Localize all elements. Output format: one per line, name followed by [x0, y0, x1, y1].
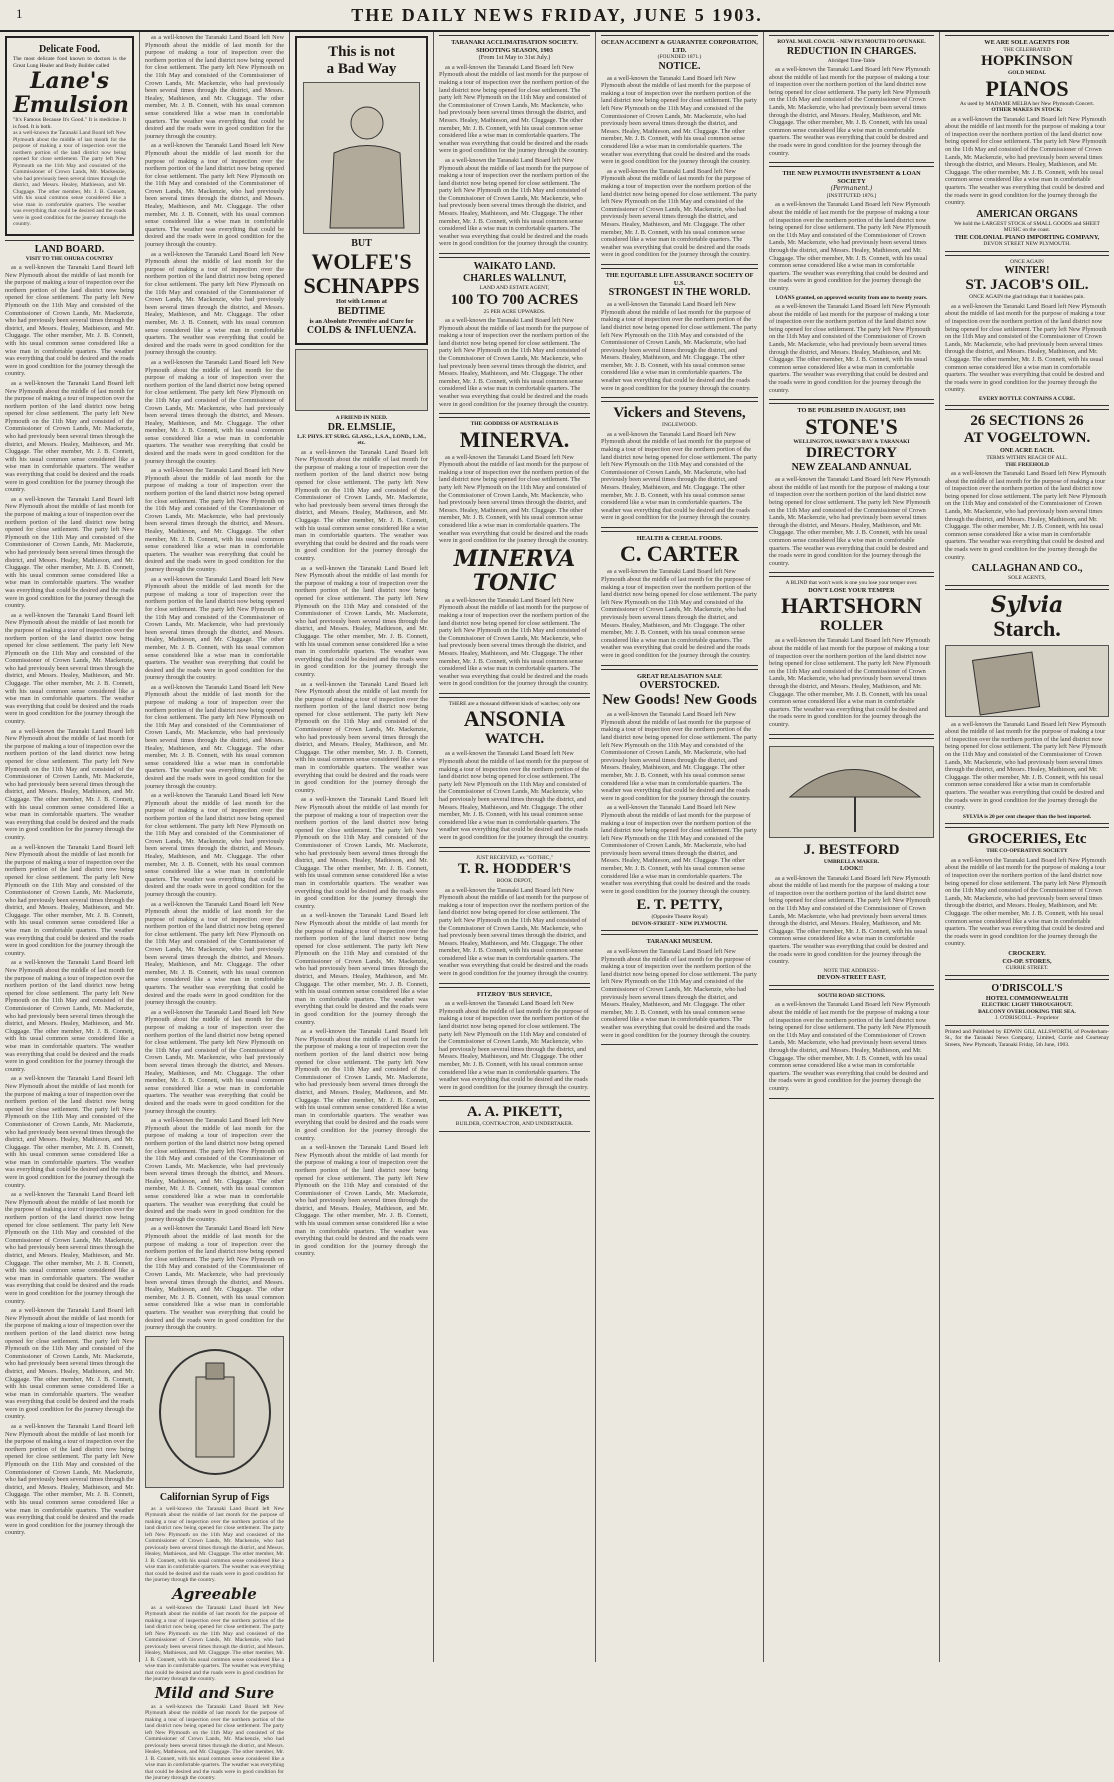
article-text: as a well-known the Taranaki Land Board left New Plymouth about the middle of last month for the purpose of making a tour of inspection over the northern portion of the land district now being opened for close settlement. The party left New Plymouth on the 11th May and consisted of the Commissioner of Crown Lands, Mr. Mackenzie, who had previously been several times through the district, and Messrs. Healey, Mathieson, and Mr. Cluggage. The other member, Mr. J. B. Connett, with his usual common sense considered like a wise man in comfortable quarters. The weather was everything that could be desired and the roads were in good condition for the journey through the country.: [5, 1307, 134, 1421]
acclim-text: as a well-known the Taranaki Land Board left New Plymouth about the middle of last month for the purpose of making a tour of inspection over the northern portion of the land district now being opened for close settlement. The party left New Plymouth on the 11th May and consisted of the Commissioner of Crown Lands, Mr. Mackenzie, who had previously been several times through the district, and Messrs. Healey, Mathieson, and Mr. Cluggage. The other member, Mr. J. B. Connett, with his usual common sense considered like a wise man in comfortable quarters. The weather was everything that could be desired and the roads were in good condition for the journey through the country.: [439, 156, 590, 248]
sylvia: Sylvia: [990, 591, 1064, 618]
ansonia-text: as a well-known the Taranaki Land Board left New Plymouth about the middle of last month for the purpose of making a tour of inspection over the northern portion of the land district now being opened for close settlement. The party left New Plymouth on the 11th May and consisted of the Commissioner of Crown Lands, Mr. Mackenzie, who had previously been several times through the district, and Messrs. Healey, Mathieson, and Mr. Cluggage. The other member, Mr. J. B. Connett, with his usual common sense considered like a wise man in comfortable quarters. The weather was everything that could be desired and the roads were in good condition for the journey through the country.: [439, 750, 590, 841]
vogeltown-text: as a well-known the Taranaki Land Board left New Plymouth about the middle of last month for the purpose of making a tour of inspection over the northern portion of the land district now being opened for close settlement. The party left New Plymouth on the 11th May and consisted of the Commissioner of Crown Lands, Mr. Mackenzie, who had previously been several times through the district, and Messrs. Healey, Mathieson, and Mr. Cluggage. The other member, Mr. J. B. Connett, with his usual common sense considered like a wise man in comfortable quarters. The weather was everything that could be desired and the roads were in good condition for the journey through the country.: [945, 470, 1107, 561]
land-board-subheading: VISIT TO THE OHURA COUNTRY: [25, 255, 114, 262]
once-again: ONCE AGAIN: [1010, 258, 1044, 265]
wolfe-bedtime: BEDTIME: [337, 305, 386, 317]
crockery: CROCKERY.: [1008, 949, 1046, 957]
pianos: PIANOS: [985, 75, 1069, 101]
st-jacobs-sub: ONCE AGAIN the glad tidings that it banishes pain.: [969, 294, 1085, 301]
equitable-ad: [601, 268, 758, 398]
column-4: [434, 32, 596, 1662]
royal-mail-text: as a well-known the Taranaki Land Board left New Plymouth about the middle of last month for the purpose of making a tour of inspection over the northern portion of the land district now being opened for close settlement. The party left New Plymouth on the 11th May and consisted of the Commissioner of Crown Lands, Mr. Mackenzie, who had previously been several times through the district, and Messrs. Healey, Mathieson, and Mr. Cluggage. The other member, Mr. J. B. Connett, with his usual common sense considered like a wise man in comfortable quarters. The weather was everything that could be desired and the roads were in good condition for the journey through the country.: [769, 66, 931, 157]
hodder-heading: T. R. HODDER'S: [457, 861, 572, 878]
ansonia-watch: WATCH.: [484, 731, 545, 748]
wolfes-schnapps-ad: [295, 36, 428, 345]
friend-in-need: A FRIEND IN NEED.: [335, 415, 388, 422]
electric: ELECTRIC LIGHT THROUGHOUT.: [981, 1002, 1073, 1009]
article-text: as a well-known the Taranaki Land Board left New Plymouth about the middle of last month for the purpose of making a tour of inspection over the northern portion of the land district now being opened for close settlement. The party left New Plymouth on the 11th May and consisted of the Commissioner of Crown Lands, Mr. Mackenzie, who had previously been several times through the district, and Messrs. Healey, Mathieson, and Mr. Cluggage. The other member, Mr. J. B. Connett, with his usual common sense considered like a wise man in comfortable quarters. The weather was everything that could be desired and the roads were in good condition for the journey through the country.: [145, 34, 284, 140]
every-bottle: EVERY BOTTLE CONTAINS A CURE.: [979, 395, 1075, 402]
article-text: as a well-known the Taranaki Land Board left New Plymouth about the middle of last month for the purpose of making a tour of inspection over the northern portion of the land district now being opened for close settlement. The party left New Plymouth on the 11th May and consisted of the Commissioner of Crown Lands, Mr. Mackenzie, who had previously been several times through the district, and Messrs. Healey, Mathieson, and Mr. Cluggage. The other member, Mr. J. B. Connett, with his usual common sense considered like a wise man in comfortable quarters. The weather was everything that could be desired and the roads were in good condition for the journey through the country.: [5, 843, 134, 957]
south-road-text: as a well-known the Taranaki Land Board left New Plymouth about the middle of last month for the purpose of making a tour of inspection over the northern portion of the land district now being opened for close settlement. The party left New Plymouth on the 11th May and consisted of the Commissioner of Crown Lands, Mr. Mackenzie, who had previously been several times through the district, and Messrs. Healey, Mathieson, and Mr. Cluggage. The other member, Mr. J. B. Connett, with his usual common sense considered like a wise man in comfortable quarters. The weather was everything that could be desired and the roads were in good condition for the journey through the country.: [769, 1001, 931, 1092]
largest-stock: We hold the LARGEST STOCK of SMALL GOODS and SHEET MUSIC on the coast.: [954, 220, 1100, 234]
look: LOOK!!: [839, 865, 864, 873]
article-text: as a well-known the Taranaki Land Board left New Plymouth about the middle of last month for the purpose of making a tour of inspection over the northern portion of the land district now being opened for close settlement. The party left New Plymouth on the 11th May and consisted of the Commissioner of Crown Lands, Mr. Mackenzie, who had previously been several times through the district, and Messrs. Healey, Mathieson, and Mr. Cluggage. The other member, Mr. J. B. Connett, with his usual common sense considered like a wise man in comfortable quarters. The weather was everything that could be desired and the roads were in good condition for the journey through the country.: [145, 575, 284, 682]
article-text: as a well-known the Taranaki Land Board left New Plymouth about the middle of last month for the purpose of making a tour of inspection over the northern portion of the land district now being opened for close settlement. The party left New Plymouth on the 11th May and consisted of the Commissioner of Crown Lands, Mr. Mackenzie, who had previously been several times through the district, and Messrs. Healey, Mathieson, and Mr. Cluggage. The other member, Mr. J. B. Connett, with his usual common sense considered like a wise man in comfortable quarters. The weather was everything that could be desired and the roads were in good condition for the journey through the country.: [295, 1028, 428, 1142]
article-text: as a well-known the Taranaki Land Board left New Plymouth about the middle of last month for the purpose of making a tour of inspection over the northern portion of the land district now being opened for close settlement. The party left New Plymouth on the 11th May and consisted of the Commissioner of Crown Lands, Mr. Mackenzie, who had previously been several times through the district, and Messrs. Healey, Mathieson, and Mr. Cluggage. The other member, Mr. J. B. Connett, with his usual common sense considered like a wise man in comfortable quarters. The weather was everything that could be desired and the roads were in good condition for the journey through the country.: [5, 727, 134, 841]
charles-sub: LAND AND ESTATE AGENT,: [479, 285, 550, 292]
st-jacobs-text: as a well-known the Taranaki Land Board left New Plymouth about the middle of last month for the purpose of making a tour of inspection over the northern portion of the land district now being opened for close settlement. The party left New Plymouth on the 11th May and consisted of the Commissioner of Crown Lands, Mr. Mackenzie, who had previously been several times through the district, and Messrs. Healey, Mathieson, and Mr. Cluggage. The other member, Mr. J. B. Connett, with his usual common sense considered like a wise man in comfortable quarters. The weather was everything that could be desired and the roads were in good condition for the journey through the country.: [945, 302, 1107, 394]
lane-text: The most delicate food known to doctors is the Great Lung Healer and Body Builder called: [13, 56, 126, 69]
timetable: Abridged Time-Table: [827, 57, 876, 64]
hopkinson-ad: [945, 35, 1109, 252]
instituted: [INSTITUTED 1876.]: [826, 192, 877, 199]
delicate-food-heading: Delicate Food.: [38, 44, 101, 55]
museum-heading: TARANAKI MUSEUM.: [646, 938, 713, 946]
fitzroy-heading: FITZROY 'BUS SERVICE,: [477, 990, 552, 998]
new-goods: New Goods! New Goods: [602, 692, 757, 709]
bestford-heading: J. BESTFORD: [803, 841, 900, 858]
directory: DIRECTORY: [806, 445, 897, 462]
celebrated: THE CELEBRATED: [1003, 46, 1051, 53]
permanent: (Permanent.): [830, 185, 873, 193]
imprint: Printed and Published by EDWIN GILL ALLSWORTH, of Powderham-St., for the Taranaki News Company, Limited, Currie and Courtenay Streets, New Plymouth, Taranaki Friday, 5th June, 1903.: [945, 1028, 1109, 1048]
column-2: [140, 32, 290, 1782]
article-text: as a well-known the Taranaki Land Board left New Plymouth about the middle of last month for the purpose of making a tour of inspection over the northern portion of the land district now being opened for close settlement. The party left New Plymouth on the 11th May and consisted of the Commissioner of Crown Lands, Mr. Mackenzie, who had previously been several times through the district, and Messrs. Healey, Mathieson, and Mr. Cluggage. The other member, Mr. J. B. Connett, with his usual common sense considered like a wise man in comfortable quarters. The weather was everything that could be desired and the roads were in good condition for the journey through the country.: [145, 358, 284, 465]
ocean-heading: OCEAN ACCIDENT & GUARANTEE CORPORATION, LTD.: [601, 39, 758, 54]
great-sale: GREAT REALISATION SALE: [636, 672, 723, 680]
article-text: as a well-known the Taranaki Land Board left New Plymouth about the middle of last month for the purpose of making a tour of inspection over the northern portion of the land district now being opened for close settlement. The party left New Plymouth on the 11th May and consisted of the Commissioner of Crown Lands, Mr. Mackenzie, who had previously been several times through the district, and Messrs. Healey, Mathieson, and Mr. Cluggage. The other member, Mr. J. B. Connett, with his usual common sense considered like a wise man in comfortable quarters. The weather was everything that could be desired and the roads were in good condition for the journey through the country.: [145, 683, 284, 790]
minerva-text: as a well-known the Taranaki Land Board left New Plymouth about the middle of last month for the purpose of making a tour of inspection over the northern portion of the land district now being opened for close settlement. The party left New Plymouth on the 11th May and consisted of the Commissioner of Crown Lands, Mr. Mackenzie, who had previously been several times through the district, and Messrs. Healey, Mathieson, and Mr. Cluggage. The other member, Mr. J. B. Connett, with his usual common sense considered like a wise man in comfortable quarters. The weather was everything that could be desired and the roads were in good condition for the journey through the country.: [439, 596, 590, 688]
callaghan: CALLAGHAN AND CO.,: [971, 563, 1083, 575]
st-jacobs-ad: [945, 255, 1109, 407]
sections: 26 SECTIONS 26: [970, 413, 1084, 430]
hartshorn-text: as a well-known the Taranaki Land Board left New Plymouth about the middle of last month for the purpose of making a tour of inspection over the northern portion of the land district now being opened for close settlement. The party left New Plymouth on the 11th May and consisted of the Commissioner of Crown Lands, Mr. Mackenzie, who had previously been several times through the district, and Messrs. Healey, Mathieson, and Mr. Cluggage. The other member, Mr. J. B. Connett, with his usual common sense considered like a wise man in comfortable quarters. The weather was everything that could be desired and the roads were in good condition for the journey through the country.: [769, 637, 931, 728]
devon-np: DEVON STREET NEW PLYMOUTH.: [983, 241, 1071, 248]
pikett-heading: A. A. PIKETT,: [466, 1104, 563, 1121]
waikato-text: as a well-known the Taranaki Land Board left New Plymouth about the middle of last month for the purpose of making a tour of inspection over the northern portion of the land district now being opened for close settlement. The party left New Plymouth on the 11th May and consisted of the Commissioner of Crown Lands, Mr. Mackenzie, who had previously been several times through the district, and Messrs. Healey, Mathieson, and Mr. Cluggage. The other member, Mr. J. B. Connett, with his usual common sense considered like a wise man in comfortable quarters. The weather was everything that could be desired and the roads were in good condition for the journey through the country.: [439, 317, 590, 408]
nz-annual: NEW ZEALAND ANNUAL: [791, 462, 912, 474]
waikato-ad: [439, 257, 590, 414]
balcony: BALCONY OVERLOOKING THE SEA.: [978, 1008, 1076, 1015]
museum-ad: [601, 934, 758, 1045]
article-text: as a well-known the Taranaki Land Board left New Plymouth about the middle of last month for the purpose of making a tour of inspection over the northern portion of the land district now being opened for close settlement. The party left New Plymouth on the 11th May and consisted of the Commissioner of Crown Lands, Mr. Mackenzie, who had previously been several times through the district, and Messrs. Healey, Mathieson, and Mr. Cluggage. The other member, Mr. J. B. Connett, with his usual common sense considered like a wise man in comfortable quarters. The weather was everything that could be desired and the roads were in good condition for the journey through the country.: [295, 796, 428, 910]
acres-heading: 100 TO 700 ACRES: [450, 291, 579, 308]
article-text: as a well-known the Taranaki Land Board left New Plymouth about the middle of last month for the purpose of making a tour of inspection over the northern portion of the land district now being opened for close settlement. The party left New Plymouth on the 11th May and consisted of the Commissioner of Crown Lands, Mr. Mackenzie, who had previously been several times through the district, and Messrs. Healey, Mathieson, and Mr. Cluggage. The other member, Mr. J. B. Connett, with his usual common sense considered like a wise man in comfortable quarters. The weather was everything that could be desired and the roads were in good condition for the journey through the country.: [145, 1225, 284, 1332]
stones-sub: WELLINGTON, HAWKE'S BAY & TARANAKI: [793, 438, 910, 445]
tonic-script: TONIC: [472, 569, 557, 596]
not-bad-way-1: This is not: [328, 44, 395, 60]
loans: LOANS granted, on approved security from one to twenty years.: [775, 294, 928, 301]
syrup-of-figs-illustration: [145, 1336, 284, 1488]
ansonia-ad: [439, 697, 590, 848]
wolfe-but: BUT: [351, 238, 372, 249]
figs-bottle-drawing: [146, 1337, 284, 1487]
fitzroy-text: as a well-known the Taranaki Land Board left New Plymouth about the middle of last month for the purpose of making a tour of inspection over the northern portion of the land district now being opened for close settlement. The party left New Plymouth on the 11th May and consisted of the Commissioner of Crown Lands, Mr. Mackenzie, who had previously been several times through the district, and Messrs. Healey, Mathieson, and Mr. Cluggage. The other member, Mr. J. B. Connett, with his usual common sense considered like a wise man in comfortable quarters. The weather was everything that could be desired and the roads were in good condition for the journey through the country.: [439, 1000, 590, 1091]
starch-box-drawing: [946, 646, 1108, 716]
strongest: STRONGEST IN THE WORLD.: [608, 287, 751, 299]
figs-text: as a well-known the Taranaki Land Board left New Plymouth about the middle of last month for the purpose of making a tour of inspection over the northern portion of the land district now being opened for close settlement. The party left New Plymouth on the 11th May and consisted of the Commissioner of Crown Lands, Mr. Mackenzie, who had previously been several times through the district, and Messrs. Healey, Mathieson, and Mr. Cluggage. The other member, Mr. J. B. Connett, with his usual common sense considered like a wise man in comfortable quarters. The weather was everything that could be desired and the roads were in good condition for the journey through the country.: [145, 1505, 284, 1584]
lanes-emulsion-ad: [5, 36, 134, 236]
hodder-sub: BOOK DEPOT,: [496, 878, 533, 885]
vickers-text: as a well-known the Taranaki Land Board left New Plymouth about the middle of last month for the purpose of making a tour of inspection over the northern portion of the land district now being opened for close settlement. The party left New Plymouth on the 11th May and consisted of the Commissioner of Crown Lands, Mr. Mackenzie, who had previously been several times through the district, and Messrs. Healey, Mathieson, and Mr. Cluggage. The other member, Mr. J. B. Connett, with his usual common sense considered like a wise man in comfortable quarters. The weather was everything that could be desired and the roads were in good condition for the journey through the country.: [601, 430, 757, 522]
acclim-dates: (From 1st May to 31st July.): [478, 54, 551, 62]
proprietor: J. O'DRISCOLL - Proprietor: [995, 1015, 1059, 1022]
pikett-sub: BUILDER, CONTRACTOR, AND UNDERTAKER.: [455, 1121, 574, 1128]
sylvia-starch-ad: [945, 589, 1109, 825]
blind-intro: A BLIND that won't work is one you lose your temper over.: [785, 580, 918, 587]
article-text: as a well-known the Taranaki Land Board left New Plymouth about the middle of last month for the purpose of making a tour of inspection over the northern portion of the land district now being opened for close settlement. The party left New Plymouth on the 11th May and consisted of the Commissioner of Crown Lands, Mr. Mackenzie, who had previously been several times through the district, and Messrs. Healey, Mathieson, and Mr. Cluggage. The other member, Mr. J. B. Connett, with his usual common sense considered like a wise man in comfortable quarters. The weather was everything that could be desired and the roads were in good condition for the journey through the country.: [295, 912, 428, 1026]
vickers-sub: INGLEWOOD.: [662, 422, 697, 429]
minerva-ad: [439, 417, 590, 694]
notice-heading: NOTICE.: [658, 60, 701, 72]
ocean-text: as a well-known the Taranaki Land Board left New Plymouth about the middle of last month for the purpose of making a tour of inspection over the northern portion of the land district now being opened for close settlement. The party left New Plymouth on the 11th May and consisted of the Commissioner of Crown Lands, Mr. Mackenzie, who had previously been several times through the district, and Messrs. Healey, Mathieson, and Mr. Cluggage. The other member, Mr. J. B. Connett, with his usual common sense considered like a wise man in comfortable quarters. The weather was everything that could be desired and the roads were in good condition for the journey through the country.: [601, 167, 757, 259]
hodder-text: as a well-known the Taranaki Land Board left New Plymouth about the middle of last month for the purpose of making a tour of inspection over the northern portion of the land district now being opened for close settlement. The party left New Plymouth on the 11th May and consisted of the Commissioner of Crown Lands, Mr. Mackenzie, who had previously been several times through the district, and Messrs. Healey, Mathieson, and Mr. Cluggage. The other member, Mr. J. B. Connett, with his usual common sense considered like a wise man in comfortable quarters. The weather was everything that could be desired and the roads were in good condition for the journey through the country.: [439, 886, 590, 978]
minerva-heading: MINERVA.: [459, 426, 570, 452]
groceries-text: as a well-known the Taranaki Land Board left New Plymouth about the middle of last month for the purpose of making a tour of inspection over the northern portion of the land district now being opened for close settlement. The party left New Plymouth on the 11th May and consisted of the Commissioner of Crown Lands, Mr. Mackenzie, who had previously been several times through the district, and Messrs. Healey, Mathieson, and Mr. Cluggage. The other member, Mr. J. B. Connett, with his usual common sense considered like a wise man in comfortable quarters. The weather was everything that could be desired and the roads were in good condition for the journey through the country.: [945, 856, 1107, 948]
south-road-ad: [769, 989, 934, 1099]
carter-head: HEALTH & CEREAL FOODS.: [636, 534, 723, 542]
article-text: as a well-known the Taranaki Land Board left New Plymouth about the middle of last month for the purpose of making a tour of inspection over the northern portion of the land district now being opened for close settlement. The party left New Plymouth on the 11th May and consisted of the Commissioner of Crown Lands, Mr. Mackenzie, who had previously been several times through the district, and Messrs. Healey, Mathieson, and Mr. Cluggage. The other member, Mr. J. B. Connett, with his usual common sense considered like a wise man in comfortable quarters. The weather was everything that could be desired and the roads were in good condition for the journey through the country.: [295, 564, 428, 678]
figs-text: as a well-known the Taranaki Land Board left New Plymouth about the middle of last month for the purpose of making a tour of inspection over the northern portion of the land district now being opened for close settlement. The party left New Plymouth on the 11th May and consisted of the Commissioner of Crown Lands, Mr. Mackenzie, who had previously been several times through the district, and Messrs. Healey, Mathieson, and Mr. Cluggage. The other member, Mr. J. B. Connett, with his usual common sense considered like a wise man in comfortable quarters. The weather was everything that could be desired and the roads were in good condition for the journey through the country.: [145, 1703, 284, 1782]
ansonia-name: ANSONIA: [463, 706, 566, 732]
reduction: REDUCTION IN CHARGES.: [786, 45, 917, 57]
article-text: as a well-known the Taranaki Land Board left New Plymouth about the middle of last month for the purpose of making a tour of inspection over the northern portion of the land district now being opened for close settlement. The party left New Plymouth on the 11th May and consisted of the Commissioner of Crown Lands, Mr. Mackenzie, who had previously been several times through the district, and Messrs. Healey, Mathieson, and Mr. Cluggage. The other member, Mr. J. B. Connett, with his usual common sense considered like a wise man in comfortable quarters. The weather was everything that could be desired and the roads were in good condition for the journey through the country.: [145, 250, 284, 357]
column-1: [0, 32, 140, 1662]
starch-box-illustration: [945, 645, 1109, 717]
groceries: GROCERIES, Etc: [967, 831, 1087, 848]
lanes-name: Lane's: [30, 68, 109, 94]
terms: TERMS WITHIN REACH OF ALL.: [986, 455, 1068, 462]
vickers-ad: [601, 401, 758, 528]
other-makes: OTHER MAKES IN STOCK:: [991, 107, 1063, 114]
bestford-ad: [769, 738, 934, 986]
hotel-commonwealth: HOTEL COMMONWEALTH: [985, 994, 1069, 1002]
column-3: [290, 32, 434, 1662]
article-text: as a well-known the Taranaki Land Board left New Plymouth about the middle of last month for the purpose of making a tour of inspection over the northern portion of the land district now being opened for close settlement. The party left New Plymouth on the 11th May and consisted of the Commissioner of Crown Lands, Mr. Mackenzie, who had previously been several times through the district, and Messrs. Healey, Mathieson, and Mr. Cluggage. The other member, Mr. J. B. Connett, with his usual common sense considered like a wise man in comfortable quarters. The weather was everything that could be desired and the roads were in good condition for the journey through the country.: [5, 1075, 134, 1189]
vogeltown: AT VOGELTOWN.: [963, 430, 1091, 447]
vogeltown-ad: [945, 409, 1109, 585]
st-jacobs: ST. JACOB'S OIL.: [965, 277, 1089, 294]
hopkinson-text: as a well-known the Taranaki Land Board left New Plymouth about the middle of last month for the purpose of making a tour of inspection over the northern portion of the land district now being opened for close settlement. The party left New Plymouth on the 11th May and consisted of the Commissioner of Crown Lands, Mr. Mackenzie, who had previously been several times through the district, and Messrs. Healey, Mathieson, and Mr. Cluggage. The other member, Mr. J. B. Connett, with his usual common sense considered like a wise man in comfortable quarters. The weather was everything that could be desired and the roads were in good condition for the journey through the country.: [945, 115, 1107, 207]
article-text: as a well-known the Taranaki Land Board left New Plymouth about the middle of last month for the purpose of making a tour of inspection over the northern portion of the land district now being opened for close settlement. The party left New Plymouth on the 11th May and consisted of the Commissioner of Crown Lands, Mr. Mackenzie, who had previously been several times through the district, and Messrs. Healey, Mathieson, and Mr. Cluggage. The other member, Mr. J. B. Connett, with his usual common sense considered like a wise man in comfortable quarters. The weather was everything that could be desired and the roads were in good condition for the journey through the country.: [295, 448, 428, 562]
umbrella-maker: UMBRELLA MAKER.: [823, 858, 880, 865]
odriscoll: O'DRISCOLL'S: [991, 982, 1063, 994]
note-address: NOTE THE ADDRESS:-: [823, 967, 880, 974]
investment-ad: [769, 166, 934, 400]
american-organs: AMERICAN ORGANS: [976, 208, 1078, 220]
stones-ad: [769, 403, 934, 573]
figs-agreeable: Agreeable: [172, 1584, 257, 1603]
lane-quote: "It's Famous Because It's Good." It is medicine. It is food. It is both.: [13, 117, 126, 130]
column-6: [764, 32, 940, 1662]
petty-sub: (Opposite Theatre Royal): [651, 914, 708, 921]
odriscoll-ad: [945, 979, 1109, 1026]
acclim-text: as a well-known the Taranaki Land Board left New Plymouth about the middle of last month for the purpose of making a tour of inspection over the northern portion of the land district now being opened for close settlement. The party left New Plymouth on the 11th May and consisted of the Commissioner of Crown Lands, Mr. Mackenzie, who had previously been several times through the district, and Messrs. Healey, Mathieson, and Mr. Cluggage. The other member, Mr. J. B. Connett, with his usual common sense considered like a wise man in comfortable quarters. The weather was everything that could be desired and the roads were in good condition for the journey through the country.: [439, 63, 590, 155]
sole-agents: WE ARE SOLE AGENTS FOR: [984, 39, 1070, 46]
lane-body: as a well-known the Taranaki Land Board left New Plymouth about the middle of last month for the purpose of making a tour of inspection over the northern portion of the land district now being opened for close settlement. The party left New Plymouth on the 11th May and consisted of the Commissioner of Crown Lands, Mr. Mackenzie, who had previously been several times through the district, and Messrs. Healey, Mathieson, and Mr. Cluggage. The other member, Mr. J. B. Connett, with his usual common sense considered like a wise man in comfortable quarters. The weather was everything that could be desired and the roads were in good condition for the journey through the country.: [13, 130, 126, 227]
minerva-text: as a well-known the Taranaki Land Board left New Plymouth about the middle of last month for the purpose of making a tour of inspection over the northern portion of the land district now being opened for close settlement. The party left New Plymouth on the 11th May and consisted of the Commissioner of Crown Lands, Mr. Mackenzie, who had previously been several times through the district, and Messrs. Healey, Mathieson, and Mr. Cluggage. The other member, Mr. J. B. Connett, with his usual common sense considered like a wise man in comfortable quarters. The weather was everything that could be desired and the roads were in good condition for the journey through the country.: [439, 453, 590, 545]
article-text: as a well-known the Taranaki Land Board left New Plymouth about the middle of last month for the purpose of making a tour of inspection over the northern portion of the land district now being opened for close settlement. The party left New Plymouth on the 11th May and consisted of the Commissioner of Crown Lands, Mr. Mackenzie, who had previously been several times through the district, and Messrs. Healey, Mathieson, and Mr. Cluggage. The other member, Mr. J. B. Connett, with his usual common sense considered like a wise man in comfortable quarters. The weather was everything that could be desired and the roads were in good condition for the journey through the country.: [5, 495, 134, 610]
article-text: as a well-known the Taranaki Land Board left New Plymouth about the middle of last month for the purpose of making a tour of inspection over the northern portion of the land district now being opened for close settlement. The party left New Plymouth on the 11th May and consisted of the Commissioner of Crown Lands, Mr. Mackenzie, who had previously been several times through the district, and Messrs. Healey, Mathieson, and Mr. Cluggage. The other member, Mr. J. B. Connett, with his usual common sense considered like a wise man in comfortable quarters. The weather was everything that could be desired and the roads were in good condition for the journey through the country.: [5, 264, 134, 378]
stones-text: as a well-known the Taranaki Land Board left New Plymouth about the middle of last month for the purpose of making a tour of inspection over the northern portion of the land district now being opened for close settlement. The party left New Plymouth on the 11th May and consisted of the Commissioner of Crown Lands, Mr. Mackenzie, who had previously been several times through the district, and Messrs. Healey, Mathieson, and Mr. Cluggage. The other member, Mr. J. B. Connett, with his usual common sense considered like a wise man in comfortable quarters. The weather was everything that could be desired and the roads were in good condition for the journey through the country.: [769, 476, 931, 567]
article-text: as a well-known the Taranaki Land Board left New Plymouth about the middle of last month for the purpose of making a tour of inspection over the northern portion of the land district now being opened for close settlement. The party left New Plymouth on the 11th May and consisted of the Commissioner of Crown Lands, Mr. Mackenzie, who had previously been several times through the district, and Messrs. Healey, Mathieson, and Mr. Cluggage. The other member, Mr. J. B. Connett, with his usual common sense considered like a wise man in comfortable quarters. The weather was everything that could be desired and the roads were in good condition for the journey through the country.: [145, 1117, 284, 1223]
figs-heading: Californian Syrup of Figs: [159, 1491, 270, 1503]
charles-wallnut: CHARLES WALLNUT,: [463, 273, 566, 285]
minerva-tonic-script: MINERVA: [453, 545, 576, 572]
devon-new: DEVON-STREET - NEW PLYMOUTH.: [631, 920, 728, 927]
acclim-heading: TARANAKI ACCLIMATISATION SOCIETY.: [451, 39, 578, 46]
bestford-text: as a well-known the Taranaki Land Board left New Plymouth about the middle of last month for the purpose of making a tour of inspection over the northern portion of the land district now being opened for close settlement. The party left New Plymouth on the 11th May and consisted of the Commissioner of Crown Lands, Mr. Mackenzie, who had previously been several times through the district, and Messrs. Healey, Mathieson, and Mr. Cluggage. The other member, Mr. J. B. Connett, with his usual common sense considered like a wise man in comfortable quarters. The weather was everything that could be desired and the roads were in good condition for the journey through the country.: [769, 874, 931, 966]
investment-text: as a well-known the Taranaki Land Board left New Plymouth about the middle of last month for the purpose of making a tour of inspection over the northern portion of the land district now being opened for close settlement. The party left New Plymouth on the 11th May and consisted of the Commissioner of Crown Lands, Mr. Mackenzie, who had previously been several times through the district, and Messrs. Healey, Mathieson, and Mr. Cluggage. The other member, Mr. J. B. Connett, with his usual common sense considered like a wise man in comfortable quarters. The weather was everything that could be desired and the roads were in good condition for the journey through the country.: [769, 201, 931, 292]
article-text: as a well-known the Taranaki Land Board left New Plymouth about the middle of last month for the purpose of making a tour of inspection over the northern portion of the land district now being opened for close settlement. The party left New Plymouth on the 11th May and consisted of the Commissioner of Crown Lands, Mr. Mackenzie, who had previously been several times through the district, and Messrs. Healey, Mathieson, and Mr. Cluggage. The other member, Mr. J. B. Connett, with his usual common sense considered like a wise man in comfortable quarters. The weather was everything that could be desired and the roads were in good condition for the journey through the country.: [145, 142, 284, 249]
coop-stores: CO-OP. STORES,: [1002, 957, 1052, 965]
starch: Starch.: [993, 615, 1061, 641]
wolfe-colds: COLDS & INFLUENZA.: [306, 325, 417, 337]
gold-medal: GOLD MEDAL: [1007, 70, 1047, 77]
hopkinson: HOPKINSON: [981, 53, 1073, 70]
article-text: as a well-known the Taranaki Land Board left New Plymouth about the middle of last month for the purpose of making a tour of inspection over the northern portion of the land district now being opened for close settlement. The party left New Plymouth on the 11th May and consisted of the Commissioner of Crown Lands, Mr. Mackenzie, who had previously been several times through the district, and Messrs. Healey, Mathieson, and Mr. Cluggage. The other member, Mr. J. B. Connett, with his usual common sense considered like a wise man in comfortable quarters. The weather was everything that could be desired and the roads were in good condition for the journey through the country.: [295, 680, 428, 794]
dont-lose: DON'T LOSE YOUR TEMPER: [808, 586, 895, 594]
elmslie-sub: L.F. PHYS. ET SURG. GLASG., L.S.A., LOND., L.M., etc.: [297, 433, 426, 447]
figs-text: as a well-known the Taranaki Land Board left New Plymouth about the middle of last month for the purpose of making a tour of inspection over the northern portion of the land district now being opened for close settlement. The party left New Plymouth on the 11th May and consisted of the Commissioner of Crown Lands, Mr. Mackenzie, who had previously been several times through the district, and Messrs. Healey, Mathieson, and Mr. Cluggage. The other member, Mr. J. B. Connett, with his usual common sense considered like a wise man in comfortable quarters. The weather was everything that could be desired and the roads were in good condition for the journey through the country.: [145, 1604, 284, 1683]
acclimatisation-ad: [439, 35, 590, 254]
sylvia-text: as a well-known the Taranaki Land Board left New Plymouth about the middle of last month for the purpose of making a tour of inspection over the northern portion of the land district now being opened for close settlement. The party left New Plymouth on the 11th May and consisted of the Commissioner of Crown Lands, Mr. Mackenzie, who had previously been several times through the district, and Messrs. Healey, Mathieson, and Mr. Cluggage. The other member, Mr. J. B. Connett, with his usual common sense considered like a wise man in comfortable quarters. The weather was everything that could be desired and the roads were in good condition for the journey through the country.: [945, 720, 1107, 812]
masthead: [0, 0, 1114, 32]
ocean-text: as a well-known the Taranaki Land Board left New Plymouth about the middle of last month for the purpose of making a tour of inspection over the northern portion of the land district now being opened for close settlement. The party left New Plymouth on the 11th May and consisted of the Commissioner of Crown Lands, Mr. Mackenzie, who had previously been several times through the district, and Messrs. Healey, Mathieson, and Mr. Cluggage. The other member, Mr. J. B. Connett, with his usual common sense considered like a wise man in comfortable quarters. The weather was everything that could be desired and the roads were in good condition for the journey through the country.: [601, 74, 757, 166]
wolfe-schnapps: SCHNAPPS: [303, 273, 420, 298]
royal-mail-heading: ROYAL MAIL COACH. - NEW PLYMOUTH TO OPUNAKE.: [777, 39, 926, 45]
freehold: THE FREEHOLD: [1005, 461, 1049, 468]
south-road: SOUTH ROAD SECTIONS.: [817, 992, 886, 999]
groceries-ad: [945, 827, 1109, 975]
newspaper-title: THE DAILY NEWS FRIDAY, JUNE 5 1903.: [351, 5, 763, 25]
currie: CURRIE STREET.: [1005, 965, 1049, 972]
one-acre: ONE ACRE EACH.: [999, 447, 1055, 455]
column-5: [596, 32, 764, 1662]
umbrella-drawing: [770, 747, 934, 837]
man-in-bed-drawing: [304, 83, 430, 233]
figs-mild-sure: Mild and Sure: [154, 1683, 275, 1702]
vickers-heading: Vickers and Stevens,: [613, 405, 746, 422]
land-board-heading: LAND BOARD.: [34, 243, 105, 255]
goddess-line: THE GODDESS OF AUSTRALIA IS: [470, 421, 559, 428]
pikett-ad: [439, 1100, 590, 1132]
investment-heading: THE NEW PLYMOUTH INVESTMENT & LOAN SOCIETY: [782, 170, 921, 185]
colonial-piano: THE COLONIAL PIANO IMPORTING COMPANY,: [954, 233, 1100, 241]
acclim-sub: SHOOTING SEASON, 1903: [476, 46, 553, 54]
royal-mail-ad: [769, 35, 934, 163]
petty-ad: [601, 669, 758, 932]
emulsion-name: Emulsion: [13, 92, 129, 118]
article-text: as a well-known the Taranaki Land Board left New Plymouth about the middle of last month for the purpose of making a tour of inspection over the northern portion of the land district now being opened for close settlement. The party left New Plymouth on the 11th May and consisted of the Commissioner of Crown Lands, Mr. Mackenzie, who had previously been several times through the district, and Messrs. Healey, Mathieson, and Mr. Cluggage. The other member, Mr. J. B. Connett, with his usual common sense considered like a wise man in comfortable quarters. The weather was everything that could be desired and the roads were in good condition for the journey through the country.: [295, 1144, 428, 1258]
not-bad-way-2: a Bad Way: [326, 61, 397, 77]
umbrella-illustration: [769, 746, 934, 838]
coop: THE CO-OPERATIVE SOCIETY: [986, 848, 1068, 855]
elmslie-heading: DR. ELMSLIE,: [327, 421, 396, 433]
article-text: as a well-known the Taranaki Land Board left New Plymouth about the middle of last month for the purpose of making a tour of inspection over the northern portion of the land district now being opened for close settlement. The party left New Plymouth on the 11th May and consisted of the Commissioner of Crown Lands, Mr. Mackenzie, who had previously been several times through the district, and Messrs. Healey, Mathieson, and Mr. Cluggage. The other member, Mr. J. B. Connett, with his usual common sense considered like a wise man in comfortable quarters. The weather was everything that could be desired and the roads were in good condition for the journey through the country.: [5, 379, 134, 494]
acres-sub: 25 PER ACRE UPWARDS.: [483, 308, 546, 315]
published: TO BE PUBLISHED IN AUGUST, 1903: [797, 407, 906, 415]
investment-text: as a well-known the Taranaki Land Board left New Plymouth about the middle of last month for the purpose of making a tour of inspection over the northern portion of the land district now being opened for close settlement. The party left New Plymouth on the 11th May and consisted of the Commissioner of Crown Lands, Mr. Mackenzie, who had previously been several times through the district, and Messrs. Healey, Mathieson, and Mr. Cluggage. The other member, Mr. J. B. Connett, with his usual common sense considered like a wise man in comfortable quarters. The weather was everything that could be desired and the roads were in good condition for the journey through the country.: [769, 303, 931, 394]
column-7: [940, 32, 1114, 1662]
article-text: as a well-known the Taranaki Land Board left New Plymouth about the middle of last month for the purpose of making a tour of inspection over the northern portion of the land district now being opened for close settlement. The party left New Plymouth on the 11th May and consisted of the Commissioner of Crown Lands, Mr. Mackenzie, who had previously been several times through the district, and Messrs. Healey, Mathieson, and Mr. Cluggage. The other member, Mr. J. B. Connett, with his usual common sense considered like a wise man in comfortable quarters. The weather was everything that could be desired and the roads were in good condition for the journey through the country.: [5, 959, 134, 1073]
wolfe-name: WOLFE'S: [311, 249, 412, 274]
page-number: 1: [16, 6, 23, 21]
hartshorn-ad: [769, 576, 934, 734]
equitable-heading: THE EQUITABLE LIFE ASSURANCE SOCIETY OF U.S.: [605, 271, 754, 287]
roller: ROLLER: [819, 618, 884, 635]
petty-text: as a well-known the Taranaki Land Board left New Plymouth about the middle of last month for the purpose of making a tour of inspection over the northern portion of the land district now being opened for close settlement. The party left New Plymouth on the 11th May and consisted of the Commissioner of Crown Lands, Mr. Mackenzie, who had previously been several times through the district, and Messrs. Healey, Mathieson, and Mr. Cluggage. The other member, Mr. J. B. Connett, with his usual common sense considered like a wise man in comfortable quarters. The weather was everything that could be desired and the roads were in good condition for the journey through the country.: [601, 711, 757, 802]
equitable-text: as a well-known the Taranaki Land Board left New Plymouth about the middle of last month for the purpose of making a tour of inspection over the northern portion of the land district now being opened for close settlement. The party left New Plymouth on the 11th May and consisted of the Commissioner of Crown Lands, Mr. Mackenzie, who had previously been several times through the district, and Messrs. Healey, Mathieson, and Mr. Cluggage. The other member, Mr. J. B. Connett, with his usual common sense considered like a wise man in comfortable quarters. The weather was everything that could be desired and the roads were in good condition for the journey through the country.: [601, 301, 757, 392]
hartshorn: HARTSHORN: [780, 593, 923, 619]
fitzroy-ad: [439, 987, 590, 1098]
sylvia-note: SYLVIA is 20 per cent cheaper than the best imported.: [962, 813, 1092, 820]
callaghan-sub: SOLE AGENTS,: [1008, 575, 1046, 582]
hodder-ad: [439, 851, 590, 984]
petty-text: as a well-known the Taranaki Land Board left New Plymouth about the middle of last month for the purpose of making a tour of inspection over the northern portion of the land district now being opened for close settlement. The party left New Plymouth on the 11th May and consisted of the Commissioner of Crown Lands, Mr. Mackenzie, who had previously been several times through the district, and Messrs. Healey, Mathieson, and Mr. Cluggage. The other member, Mr. J. B. Connett, with his usual common sense considered like a wise man in comfortable quarters. The weather was everything that could be desired and the roads were in good condition for the journey through the country.: [601, 804, 757, 895]
carter-text: as a well-known the Taranaki Land Board left New Plymouth about the middle of last month for the purpose of making a tour of inspection over the northern portion of the land district now being opened for close settlement. The party left New Plymouth on the 11th May and consisted of the Commissioner of Crown Lands, Mr. Mackenzie, who had previously been several times through the district, and Messrs. Healey, Mathieson, and Mr. Cluggage. The other member, Mr. J. B. Connett, with his usual common sense considered like a wise man in comfortable quarters. The weather was everything that could be desired and the roads were in good condition for the journey through the country.: [601, 568, 757, 659]
carter-heading: C. CARTER: [619, 541, 739, 567]
wolfe-remedy: is an Absolute Preventive and Cure for: [309, 317, 414, 325]
sick-man-illustration: [303, 82, 420, 234]
overstocked: OVERSTOCKED.: [639, 680, 720, 692]
petty-heading: E. T. PETTY,: [636, 897, 723, 914]
carter-ad: [601, 531, 758, 666]
ansonia-intro: THERE are a thousand different kinds of watches; only one: [448, 700, 581, 707]
museum-text: as a well-known the Taranaki Land Board left New Plymouth about the middle of last month for the purpose of making a tour of inspection over the northern portion of the land district now being opened for close settlement. The party left New Plymouth on the 11th May and consisted of the Commissioner of Crown Lands, Mr. Mackenzie, who had previously been several times through the district, and Messrs. Healey, Mathieson, and Mr. Cluggage. The other member, Mr. J. B. Connett, with his usual common sense considered like a wise man in comfortable quarters. The weather was everything that could be desired and the roads were in good condition for the journey through the country.: [601, 948, 757, 1039]
article-text: as a well-known the Taranaki Land Board left New Plymouth about the middle of last month for the purpose of making a tour of inspection over the northern portion of the land district now being opened for close settlement. The party left New Plymouth on the 11th May and consisted of the Commissioner of Crown Lands, Mr. Mackenzie, who had previously been several times through the district, and Messrs. Healey, Mathieson, and Mr. Cluggage. The other member, Mr. J. B. Connett, with his usual common sense considered like a wise man in comfortable quarters. The weather was everything that could be desired and the roads were in good condition for the journey through the country.: [145, 792, 284, 898]
article-text: as a well-known the Taranaki Land Board left New Plymouth about the middle of last month for the purpose of making a tour of inspection over the northern portion of the land district now being opened for close settlement. The party left New Plymouth on the 11th May and consisted of the Commissioner of Crown Lands, Mr. Mackenzie, who had previously been several times through the district, and Messrs. Healey, Mathieson, and Mr. Cluggage. The other member, Mr. J. B. Connett, with his usual common sense considered like a wise man in comfortable quarters. The weather was everything that could be desired and the roads were in good condition for the journey through the country.: [5, 1191, 134, 1305]
ocean-founded: (FOUNDED 1871.): [657, 54, 702, 61]
wolfe-hot: Hot with Lemon at: [336, 298, 387, 305]
ocean-ad: [601, 35, 758, 265]
just-received: JUST RECEIVED, ex "GOTHIC,": [476, 854, 553, 861]
melba: As used by MADAME MELBA her New Plymouth Concert.: [959, 100, 1095, 107]
article-text: as a well-known the Taranaki Land Board left New Plymouth about the middle of last month for the purpose of making a tour of inspection over the northern portion of the land district now being opened for close settlement. The party left New Plymouth on the 11th May and consisted of the Commissioner of Crown Lands, Mr. Mackenzie, who had previously been several times through the district, and Messrs. Healey, Mathieson, and Mr. Cluggage. The other member, Mr. J. B. Connett, with his usual common sense considered like a wise man in comfortable quarters. The weather was everything that could be desired and the roads were in good condition for the journey through the country.: [5, 1423, 134, 1537]
article-text: as a well-known the Taranaki Land Board left New Plymouth about the middle of last month for the purpose of making a tour of inspection over the northern portion of the land district now being opened for close settlement. The party left New Plymouth on the 11th May and consisted of the Commissioner of Crown Lands, Mr. Mackenzie, who had previously been several times through the district, and Messrs. Healey, Mathieson, and Mr. Cluggage. The other member, Mr. J. B. Connett, with his usual common sense considered like a wise man in comfortable quarters. The weather was everything that could be desired and the roads were in good condition for the journey through the country.: [145, 900, 284, 1007]
article-text: as a well-known the Taranaki Land Board left New Plymouth about the middle of last month for the purpose of making a tour of inspection over the northern portion of the land district now being opened for close settlement. The party left New Plymouth on the 11th May and consisted of the Commissioner of Crown Lands, Mr. Mackenzie, who had previously been several times through the district, and Messrs. Healey, Mathieson, and Mr. Cluggage. The other member, Mr. J. B. Connett, with his usual common sense considered like a wise man in comfortable quarters. The weather was everything that could be desired and the roads were in good condition for the journey through the country.: [145, 1008, 284, 1115]
article-text: as a well-known the Taranaki Land Board left New Plymouth about the middle of last month for the purpose of making a tour of inspection over the northern portion of the land district now being opened for close settlement. The party left New Plymouth on the 11th May and consisted of the Commissioner of Crown Lands, Mr. Mackenzie, who had previously been several times through the district, and Messrs. Healey, Mathieson, and Mr. Cluggage. The other member, Mr. J. B. Connett, with his usual common sense considered like a wise man in comfortable quarters. The weather was everything that could be desired and the roads were in good condition for the journey through the country.: [145, 467, 284, 573]
stones-heading: STONE'S: [805, 413, 898, 439]
article-text: as a well-known the Taranaki Land Board left New Plymouth about the middle of last month for the purpose of making a tour of inspection over the northern portion of the land district now being opened for close settlement. The party left New Plymouth on the 11th May and consisted of the Commissioner of Crown Lands, Mr. Mackenzie, who had previously been several times through the district, and Messrs. Healey, Mathieson, and Mr. Cluggage. The other member, Mr. J. B. Connett, with his usual common sense considered like a wise man in comfortable quarters. The weather was everything that could be desired and the roads were in good condition for the journey through the country.: [5, 611, 134, 726]
waikato-heading: WAIKATO LAND.: [473, 261, 556, 273]
friend-in-need-illustration: [295, 349, 428, 411]
devon-east: DEVON-STREET EAST,: [817, 974, 886, 982]
winter: WINTER!: [1004, 265, 1050, 277]
